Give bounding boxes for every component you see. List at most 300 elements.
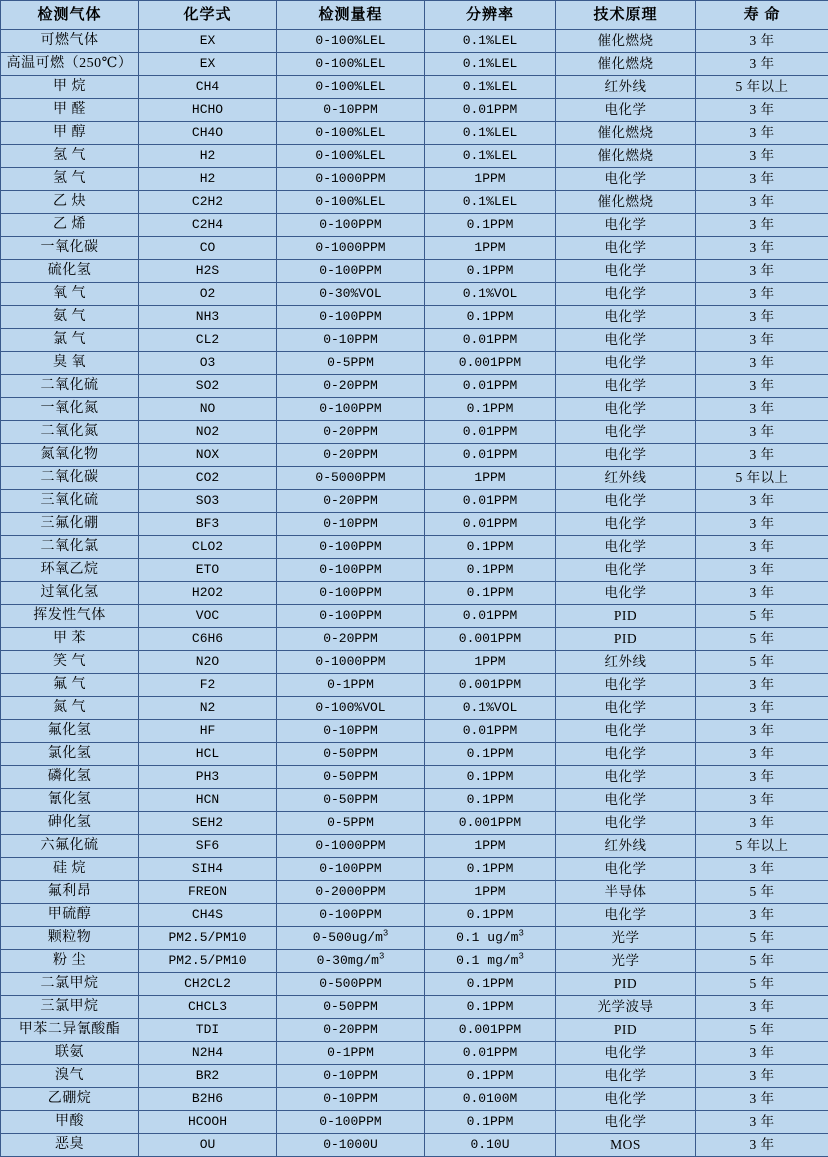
cell-technical-principle: 光学波导 xyxy=(556,996,696,1019)
cell-lifetime: 3 年 xyxy=(696,30,828,53)
cell-chemical-formula: CO2 xyxy=(139,467,277,490)
table-row xyxy=(1,812,828,835)
cell-lifetime: 5 年 xyxy=(696,651,828,674)
cell-gas-name: 二氧化氯 xyxy=(1,536,139,559)
table-header xyxy=(1,1,828,30)
cell-gas-name: 可燃气体 xyxy=(1,30,139,53)
cell-chemical-formula: CH4 xyxy=(139,76,277,99)
cell-resolution: 0.01PPM xyxy=(425,444,556,467)
cell-gas-name: 环氧乙烷 xyxy=(1,559,139,582)
cell-gas-name: 氯化氢 xyxy=(1,743,139,766)
cell-resolution: 0.01PPM xyxy=(425,1042,556,1065)
cell-detection-range: 0-100%LEL xyxy=(277,122,425,145)
cell-gas-name: 过氧化氢 xyxy=(1,582,139,605)
cell-lifetime: 3 年 xyxy=(696,674,828,697)
table-row xyxy=(1,283,828,306)
cell-detection-range: 0-1000PPM xyxy=(277,835,425,858)
cell-detection-range: 0-20PPM xyxy=(277,490,425,513)
cell-gas-name: 砷化氢 xyxy=(1,812,139,835)
cell-gas-name: 硫化氢 xyxy=(1,260,139,283)
table-row xyxy=(1,76,828,99)
cell-chemical-formula: H2 xyxy=(139,145,277,168)
cell-technical-principle: PID xyxy=(556,1019,696,1042)
cell-lifetime: 5 年 xyxy=(696,927,828,950)
cell-chemical-formula: SO2 xyxy=(139,375,277,398)
cell-chemical-formula: SF6 xyxy=(139,835,277,858)
cell-lifetime: 3 年 xyxy=(696,1088,828,1111)
column-header-principle: 技术原理 xyxy=(556,1,696,30)
cell-gas-name: 挥发性气体 xyxy=(1,605,139,628)
cell-gas-name: 颗粒物 xyxy=(1,927,139,950)
cell-resolution: 0.1%VOL xyxy=(425,283,556,306)
cell-detection-range: $0-500ug/m^3$ xyxy=(277,927,425,950)
table-row xyxy=(1,237,828,260)
table-row xyxy=(1,1019,828,1042)
cell-chemical-formula: CH4O xyxy=(139,122,277,145)
column-header-gas: 检测气体 xyxy=(1,1,139,30)
cell-chemical-formula: CO xyxy=(139,237,277,260)
cell-lifetime: 5 年 xyxy=(696,973,828,996)
column-header-formula: 化学式 xyxy=(139,1,277,30)
cell-lifetime: 3 年 xyxy=(696,536,828,559)
cell-resolution: 0.1%LEL xyxy=(425,191,556,214)
cell-detection-range: 0-100PPM xyxy=(277,559,425,582)
cell-detection-range: 0-1000PPM xyxy=(277,168,425,191)
cell-chemical-formula: NO xyxy=(139,398,277,421)
cell-technical-principle: 电化学 xyxy=(556,513,696,536)
table-row xyxy=(1,743,828,766)
table-row xyxy=(1,260,828,283)
cell-chemical-formula: NOX xyxy=(139,444,277,467)
cell-technical-principle: PID xyxy=(556,605,696,628)
cell-technical-principle: 电化学 xyxy=(556,214,696,237)
cell-chemical-formula: EX xyxy=(139,30,277,53)
cell-resolution: 0.01PPM xyxy=(425,513,556,536)
cell-technical-principle: 电化学 xyxy=(556,99,696,122)
cell-detection-range: 0-1PPM xyxy=(277,674,425,697)
cell-lifetime: 5 年 xyxy=(696,628,828,651)
cell-technical-principle: 电化学 xyxy=(556,168,696,191)
cell-technical-principle: 电化学 xyxy=(556,743,696,766)
cell-technical-principle: 电化学 xyxy=(556,490,696,513)
cell-technical-principle: 电化学 xyxy=(556,260,696,283)
cell-chemical-formula: HCOOH xyxy=(139,1111,277,1134)
cell-gas-name: 氮 气 xyxy=(1,697,139,720)
cell-lifetime: 3 年 xyxy=(696,766,828,789)
cell-chemical-formula: TDI xyxy=(139,1019,277,1042)
cell-detection-range: 0-100PPM xyxy=(277,582,425,605)
cell-lifetime: 5 年 xyxy=(696,605,828,628)
cell-resolution: 0.001PPM xyxy=(425,628,556,651)
cell-technical-principle: 催化燃烧 xyxy=(556,30,696,53)
table-header-row xyxy=(1,1,828,30)
cell-lifetime: 3 年 xyxy=(696,858,828,881)
cell-detection-range: 0-20PPM xyxy=(277,1019,425,1042)
cell-lifetime: 3 年 xyxy=(696,191,828,214)
cell-lifetime: 5 年以上 xyxy=(696,76,828,99)
cell-detection-range: 0-30%VOL xyxy=(277,283,425,306)
table-row xyxy=(1,306,828,329)
cell-detection-range: 0-100%LEL xyxy=(277,53,425,76)
cell-detection-range: 0-10PPM xyxy=(277,329,425,352)
cell-technical-principle: 电化学 xyxy=(556,582,696,605)
table-row xyxy=(1,30,828,53)
cell-technical-principle: 电化学 xyxy=(556,444,696,467)
cell-gas-name: 甲 醇 xyxy=(1,122,139,145)
cell-resolution: 0.1PPM xyxy=(425,260,556,283)
cell-detection-range: 0-100PPM xyxy=(277,1111,425,1134)
cell-lifetime: 5 年 xyxy=(696,881,828,904)
cell-lifetime: 5 年 xyxy=(696,1019,828,1042)
cell-gas-name: 二氧化氮 xyxy=(1,421,139,444)
cell-resolution: 0.01PPM xyxy=(425,375,556,398)
cell-gas-name: 氟利昂 xyxy=(1,881,139,904)
cell-lifetime: 5 年 xyxy=(696,950,828,973)
cell-gas-name: 乙硼烷 xyxy=(1,1088,139,1111)
cell-resolution: 0.01PPM xyxy=(425,490,556,513)
table-row xyxy=(1,329,828,352)
cell-gas-name: 三氧化硫 xyxy=(1,490,139,513)
cell-chemical-formula: CLO2 xyxy=(139,536,277,559)
cell-resolution: 0.1PPM xyxy=(425,1065,556,1088)
cell-technical-principle: 电化学 xyxy=(556,697,696,720)
table-row xyxy=(1,168,828,191)
cell-technical-principle: 催化燃烧 xyxy=(556,191,696,214)
cell-technical-principle: 电化学 xyxy=(556,536,696,559)
cell-technical-principle: 光学 xyxy=(556,927,696,950)
cell-gas-name: 氧 气 xyxy=(1,283,139,306)
cell-chemical-formula: OU xyxy=(139,1134,277,1157)
table-row xyxy=(1,375,828,398)
cell-detection-range: 0-100%VOL xyxy=(277,697,425,720)
cell-lifetime: 3 年 xyxy=(696,513,828,536)
cell-lifetime: 3 年 xyxy=(696,1042,828,1065)
cell-lifetime: 3 年 xyxy=(696,352,828,375)
cell-resolution: 0.1PPM xyxy=(425,743,556,766)
table-row xyxy=(1,927,828,950)
cell-resolution: 0.01PPM xyxy=(425,99,556,122)
table-row xyxy=(1,766,828,789)
cell-technical-principle: 红外线 xyxy=(556,651,696,674)
cell-lifetime: 3 年 xyxy=(696,145,828,168)
cell-chemical-formula: HF xyxy=(139,720,277,743)
cell-lifetime: 3 年 xyxy=(696,260,828,283)
cell-chemical-formula: C6H6 xyxy=(139,628,277,651)
cell-detection-range: 0-10PPM xyxy=(277,513,425,536)
cell-chemical-formula: BF3 xyxy=(139,513,277,536)
cell-technical-principle: 电化学 xyxy=(556,904,696,927)
cell-lifetime: 3 年 xyxy=(696,237,828,260)
cell-resolution: 0.1PPM xyxy=(425,766,556,789)
table-row xyxy=(1,881,828,904)
cell-detection-range: 0-10PPM xyxy=(277,99,425,122)
cell-resolution: 1PPM xyxy=(425,835,556,858)
cell-lifetime: 3 年 xyxy=(696,99,828,122)
cell-resolution: 1PPM xyxy=(425,467,556,490)
cell-lifetime: 3 年 xyxy=(696,214,828,237)
cell-technical-principle: 电化学 xyxy=(556,812,696,835)
cell-lifetime: 3 年 xyxy=(696,306,828,329)
cell-technical-principle: PID xyxy=(556,628,696,651)
table-row xyxy=(1,145,828,168)
table-row xyxy=(1,421,828,444)
cell-gas-name: 硅 烷 xyxy=(1,858,139,881)
cell-lifetime: 3 年 xyxy=(696,375,828,398)
table-row xyxy=(1,536,828,559)
cell-resolution: 0.0100M xyxy=(425,1088,556,1111)
cell-technical-principle: 催化燃烧 xyxy=(556,122,696,145)
cell-gas-name: 甲硫醇 xyxy=(1,904,139,927)
cell-technical-principle: 电化学 xyxy=(556,352,696,375)
cell-detection-range: 0-2000PPM xyxy=(277,881,425,904)
cell-resolution: 0.001PPM xyxy=(425,812,556,835)
cell-technical-principle: 催化燃烧 xyxy=(556,145,696,168)
table-row xyxy=(1,467,828,490)
cell-lifetime: 3 年 xyxy=(696,1134,828,1157)
cell-resolution: 0.1 $ug/m^3$ xyxy=(425,927,556,950)
cell-resolution: 0.001PPM xyxy=(425,1019,556,1042)
cell-gas-name: 氨 气 xyxy=(1,306,139,329)
cell-technical-principle: PID xyxy=(556,973,696,996)
cell-lifetime: 3 年 xyxy=(696,122,828,145)
table-row xyxy=(1,697,828,720)
cell-technical-principle: 电化学 xyxy=(556,789,696,812)
cell-technical-principle: 电化学 xyxy=(556,237,696,260)
cell-technical-principle: 电化学 xyxy=(556,421,696,444)
table-row xyxy=(1,996,828,1019)
cell-gas-name: 六氟化硫 xyxy=(1,835,139,858)
cell-lifetime: 3 年 xyxy=(696,559,828,582)
table-row xyxy=(1,1111,828,1134)
cell-gas-name: 甲 醛 xyxy=(1,99,139,122)
cell-technical-principle: MOS xyxy=(556,1134,696,1157)
table-row xyxy=(1,53,828,76)
cell-gas-name: 一氧化碳 xyxy=(1,237,139,260)
cell-resolution: 0.1PPM xyxy=(425,1111,556,1134)
cell-gas-name: 二氯甲烷 xyxy=(1,973,139,996)
cell-gas-name: 氢 气 xyxy=(1,145,139,168)
cell-technical-principle: 红外线 xyxy=(556,467,696,490)
cell-detection-range: 0-100PPM xyxy=(277,214,425,237)
cell-detection-range: 0-100PPM xyxy=(277,904,425,927)
cell-technical-principle: 电化学 xyxy=(556,559,696,582)
cell-gas-name: 一氧化氮 xyxy=(1,398,139,421)
cell-resolution: 0.1%LEL xyxy=(425,145,556,168)
cell-chemical-formula: PM2.5/PM10 xyxy=(139,927,277,950)
cell-gas-name: 二氧化碳 xyxy=(1,467,139,490)
table-row xyxy=(1,1042,828,1065)
cell-detection-range: 0-1PPM xyxy=(277,1042,425,1065)
cell-gas-name: 溴气 xyxy=(1,1065,139,1088)
cell-resolution: 0.1PPM xyxy=(425,559,556,582)
cell-resolution: 0.1PPM xyxy=(425,858,556,881)
cell-technical-principle: 光学 xyxy=(556,950,696,973)
cell-gas-name: 甲 烷 xyxy=(1,76,139,99)
cell-chemical-formula: ETO xyxy=(139,559,277,582)
cell-detection-range: 0-1000PPM xyxy=(277,237,425,260)
cell-technical-principle: 红外线 xyxy=(556,835,696,858)
table-row xyxy=(1,352,828,375)
cell-chemical-formula: N2 xyxy=(139,697,277,720)
cell-resolution: 0.1PPM xyxy=(425,306,556,329)
cell-technical-principle: 半导体 xyxy=(556,881,696,904)
table-row xyxy=(1,605,828,628)
cell-resolution: 1PPM xyxy=(425,651,556,674)
cell-gas-name: 氰化氢 xyxy=(1,789,139,812)
table-row xyxy=(1,1134,828,1157)
table-row xyxy=(1,1065,828,1088)
cell-chemical-formula: C2H4 xyxy=(139,214,277,237)
table-row xyxy=(1,444,828,467)
cell-chemical-formula: N2O xyxy=(139,651,277,674)
cell-technical-principle: 电化学 xyxy=(556,674,696,697)
cell-detection-range: 0-1000U xyxy=(277,1134,425,1157)
cell-chemical-formula: PM2.5/PM10 xyxy=(139,950,277,973)
cell-resolution: 0.1 $mg/m^3$ xyxy=(425,950,556,973)
cell-detection-range: 0-50PPM xyxy=(277,996,425,1019)
cell-chemical-formula: HCN xyxy=(139,789,277,812)
cell-chemical-formula: N2H4 xyxy=(139,1042,277,1065)
cell-gas-name: 恶臭 xyxy=(1,1134,139,1157)
cell-resolution: 0.1PPM xyxy=(425,973,556,996)
cell-chemical-formula: H2 xyxy=(139,168,277,191)
cell-lifetime: 3 年 xyxy=(696,904,828,927)
column-header-range: 检测量程 xyxy=(277,1,425,30)
cell-gas-name: 三氯甲烷 xyxy=(1,996,139,1019)
cell-resolution: 0.1PPM xyxy=(425,582,556,605)
cell-gas-name: 乙 烯 xyxy=(1,214,139,237)
cell-gas-name: 乙 炔 xyxy=(1,191,139,214)
table-row xyxy=(1,904,828,927)
cell-gas-name: 氢 气 xyxy=(1,168,139,191)
cell-lifetime: 3 年 xyxy=(696,421,828,444)
cell-technical-principle: 电化学 xyxy=(556,1088,696,1111)
cell-technical-principle: 电化学 xyxy=(556,1111,696,1134)
cell-chemical-formula: SIH4 xyxy=(139,858,277,881)
cell-lifetime: 3 年 xyxy=(696,53,828,76)
cell-technical-principle: 电化学 xyxy=(556,766,696,789)
cell-resolution: 0.01PPM xyxy=(425,605,556,628)
table-row xyxy=(1,122,828,145)
cell-resolution: 0.1%VOL xyxy=(425,697,556,720)
cell-detection-range: 0-100%LEL xyxy=(277,30,425,53)
cell-gas-name: 氟化氢 xyxy=(1,720,139,743)
table-row xyxy=(1,789,828,812)
cell-lifetime: 3 年 xyxy=(696,743,828,766)
cell-lifetime: 3 年 xyxy=(696,1065,828,1088)
table-row xyxy=(1,490,828,513)
cell-detection-range: 0-20PPM xyxy=(277,444,425,467)
cell-gas-name: 臭 氧 xyxy=(1,352,139,375)
cell-resolution: 0.001PPM xyxy=(425,352,556,375)
cell-lifetime: 3 年 xyxy=(696,283,828,306)
table-row xyxy=(1,513,828,536)
cell-detection-range: 0-5PPM xyxy=(277,812,425,835)
cell-resolution: 0.1%LEL xyxy=(425,122,556,145)
cell-resolution: 0.01PPM xyxy=(425,421,556,444)
cell-resolution: 0.001PPM xyxy=(425,674,556,697)
cell-chemical-formula: SO3 xyxy=(139,490,277,513)
cell-chemical-formula: VOC xyxy=(139,605,277,628)
cell-lifetime: 3 年 xyxy=(696,697,828,720)
cell-detection-range: 0-100PPM xyxy=(277,398,425,421)
table-row xyxy=(1,1088,828,1111)
cell-technical-principle: 电化学 xyxy=(556,375,696,398)
table-row xyxy=(1,99,828,122)
cell-technical-principle: 电化学 xyxy=(556,398,696,421)
table-row xyxy=(1,720,828,743)
cell-chemical-formula: HCL xyxy=(139,743,277,766)
cell-chemical-formula: PH3 xyxy=(139,766,277,789)
cell-lifetime: 5 年以上 xyxy=(696,467,828,490)
table-row xyxy=(1,559,828,582)
cell-lifetime: 3 年 xyxy=(696,996,828,1019)
cell-resolution: 0.01PPM xyxy=(425,329,556,352)
cell-chemical-formula: H2O2 xyxy=(139,582,277,605)
cell-resolution: 0.1PPM xyxy=(425,996,556,1019)
cell-gas-name: 二氧化硫 xyxy=(1,375,139,398)
cell-detection-range: 0-50PPM xyxy=(277,743,425,766)
cell-chemical-formula: HCHO xyxy=(139,99,277,122)
cell-lifetime: 3 年 xyxy=(696,490,828,513)
cell-detection-range: 0-50PPM xyxy=(277,766,425,789)
table-row xyxy=(1,950,828,973)
cell-detection-range: 0-1000PPM xyxy=(277,651,425,674)
cell-detection-range: 0-100%LEL xyxy=(277,145,425,168)
cell-chemical-formula: BR2 xyxy=(139,1065,277,1088)
cell-detection-range: 0-100PPM xyxy=(277,260,425,283)
cell-detection-range: 0-50PPM xyxy=(277,789,425,812)
cell-resolution: 0.1PPM xyxy=(425,398,556,421)
cell-chemical-formula: C2H2 xyxy=(139,191,277,214)
table-row xyxy=(1,628,828,651)
cell-detection-range: 0-100PPM xyxy=(277,306,425,329)
cell-technical-principle: 红外线 xyxy=(556,76,696,99)
cell-chemical-formula: FREON xyxy=(139,881,277,904)
cell-lifetime: 3 年 xyxy=(696,329,828,352)
cell-detection-range: 0-5PPM xyxy=(277,352,425,375)
cell-chemical-formula: H2S xyxy=(139,260,277,283)
cell-resolution: 0.1%LEL xyxy=(425,76,556,99)
cell-gas-name: 高温可燃（250℃） xyxy=(1,53,139,76)
cell-lifetime: 3 年 xyxy=(696,398,828,421)
cell-technical-principle: 催化燃烧 xyxy=(556,53,696,76)
cell-resolution: 0.1%LEL xyxy=(425,30,556,53)
cell-gas-name: 三氟化硼 xyxy=(1,513,139,536)
table-body xyxy=(1,30,828,1157)
cell-gas-name: 联氨 xyxy=(1,1042,139,1065)
cell-detection-range: 0-10PPM xyxy=(277,720,425,743)
cell-detection-range: 0-10PPM xyxy=(277,1065,425,1088)
cell-gas-name: 甲 苯 xyxy=(1,628,139,651)
cell-chemical-formula: NO2 xyxy=(139,421,277,444)
cell-resolution: 0.1PPM xyxy=(425,536,556,559)
table-row xyxy=(1,651,828,674)
cell-resolution: 0.1PPM xyxy=(425,904,556,927)
cell-technical-principle: 电化学 xyxy=(556,306,696,329)
cell-detection-range: 0-20PPM xyxy=(277,421,425,444)
table-row xyxy=(1,191,828,214)
cell-lifetime: 3 年 xyxy=(696,1111,828,1134)
cell-gas-name: 氟 气 xyxy=(1,674,139,697)
cell-detection-range: 0-100PPM xyxy=(277,536,425,559)
cell-chemical-formula: SEH2 xyxy=(139,812,277,835)
cell-resolution: 0.1PPM xyxy=(425,789,556,812)
cell-chemical-formula: F2 xyxy=(139,674,277,697)
table-row xyxy=(1,858,828,881)
cell-gas-name: 甲酸 xyxy=(1,1111,139,1134)
cell-lifetime: 5 年以上 xyxy=(696,835,828,858)
